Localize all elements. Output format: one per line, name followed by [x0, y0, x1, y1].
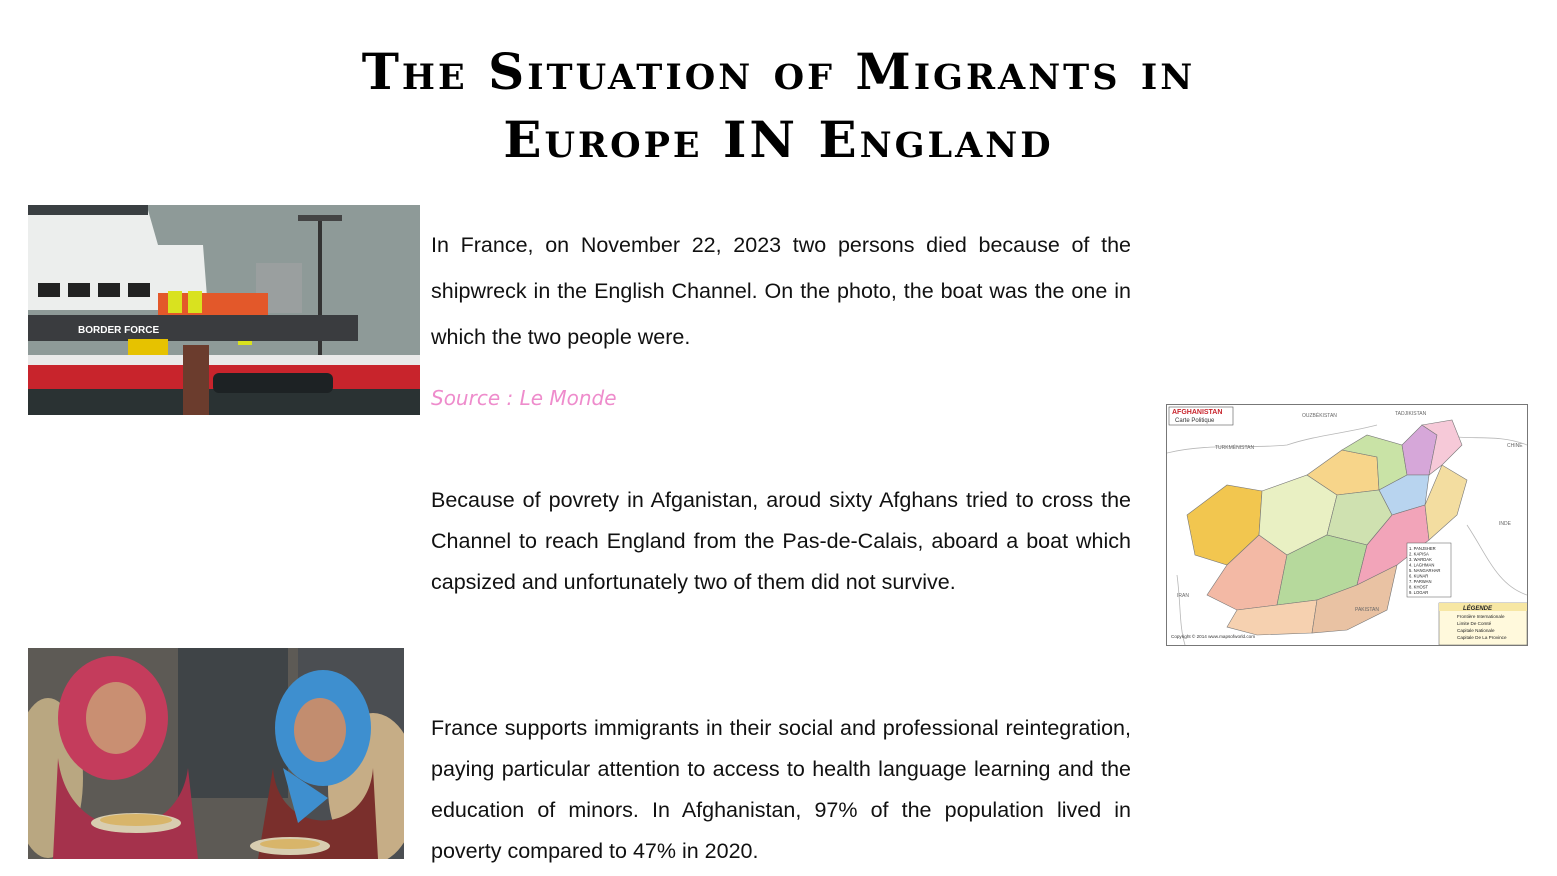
- map-label-pakistan: PAKISTAN: [1355, 607, 1379, 613]
- map-copyright: Copyright © 2014 www.mapsofworld.com: [1171, 634, 1256, 639]
- legend-title: LÉGENDE: [1463, 606, 1493, 612]
- province-item: 2. KAPISA: [1409, 551, 1429, 557]
- map-label-uzbekistan: OUZBÉKISTAN: [1302, 413, 1337, 419]
- map-label-iran: IRAN: [1177, 593, 1189, 599]
- province-item: 9. LOGAR: [1409, 590, 1429, 595]
- province-item: 3. WARDAK: [1409, 557, 1432, 562]
- legend-item: Capitale Nationale: [1457, 628, 1495, 633]
- province-item: 1. PANJSHER: [1409, 546, 1436, 551]
- province-item: 4. LAGHMAN: [1409, 562, 1435, 568]
- paragraph-france-support: France supports immigrants in their social and professional reintegration, paying particular attention to access to health language learning and the education of minors. In Afghanistan, 97% of the population lived in poverty compared to 47% in 2020.: [431, 716, 1131, 863]
- source-credit: Source : Le Monde: [431, 386, 617, 410]
- province-item: 8. KHOST: [1409, 584, 1429, 590]
- map-title: AFGHANISTAN: [1172, 409, 1223, 416]
- legend-item: Frontière Internationale: [1457, 614, 1505, 619]
- page-title: [0, 38, 1557, 174]
- legend-item: Capitale De La Province: [1457, 635, 1507, 640]
- map-label-india: INDE: [1499, 521, 1511, 527]
- paragraph-shipwreck: In France, on November 22, 2023 two persons died because of the shipwreck in the English Channel. On the photo, the boat was the one in which the two people were.: [431, 233, 1131, 349]
- children-photo: [28, 648, 404, 859]
- province-item: 6. KUNAR: [1409, 573, 1429, 579]
- province-item: 7. PARWAN: [1409, 579, 1432, 584]
- hull-label: BORDER FORCE: [78, 325, 160, 336]
- map-subtitle: Carte Politique: [1175, 418, 1215, 424]
- map-label-tajikistan: TADJIKISTAN: [1395, 411, 1427, 417]
- title-line-1: The Situation of Migrants in: [361, 42, 1196, 101]
- province-item: 5. NANGARHAR: [1409, 568, 1441, 573]
- paragraph-afghan-crossing: Because of povrety in Afganistan, aroud sixty Afghans tried to cross the Channel to reach England from the Pas-de-Calais, aboard a boat which capsized and unfortunately two of them did not survive.: [431, 488, 1131, 594]
- legend-item: Limite De Comté: [1457, 621, 1492, 626]
- title-line-2: Europe IN England: [503, 110, 1054, 169]
- afghanistan-map: [1166, 404, 1528, 646]
- map-label-turkmenistan: TURKMÉNISTAN: [1215, 445, 1255, 451]
- boat-photo: [28, 205, 420, 415]
- map-label-china: CHINE: [1507, 443, 1523, 449]
